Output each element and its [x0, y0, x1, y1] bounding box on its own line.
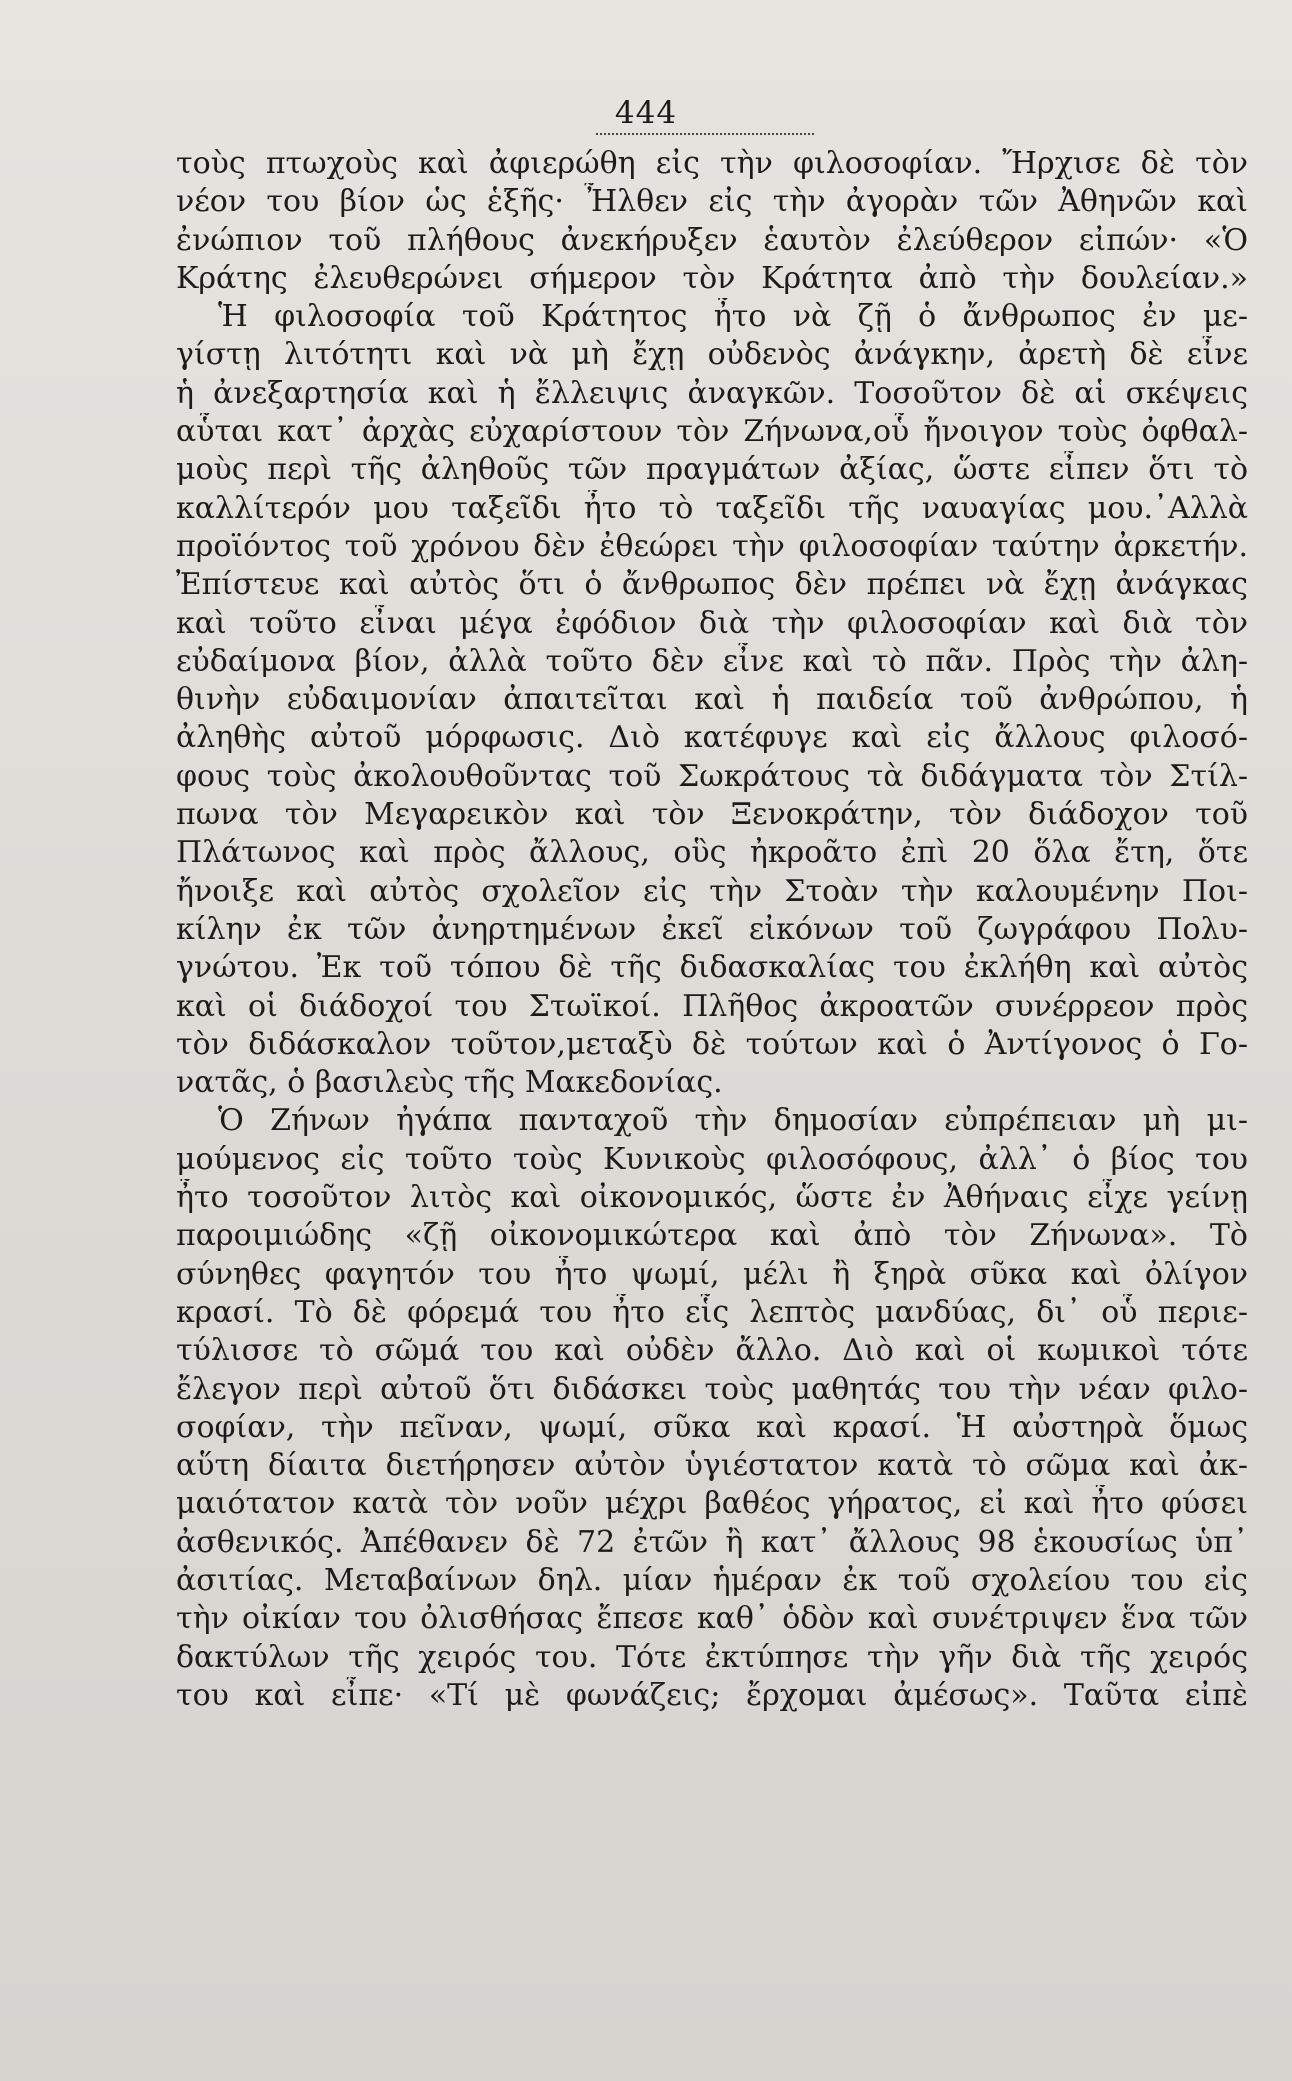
- text-line: εὐδαίμονα βίον, ἀλλὰ τοῦτο δὲν εἶνε καὶ τὸ πᾶν. Πρὸς τὴν ἀλη-: [176, 643, 1248, 679]
- page-number-underline: [596, 133, 814, 135]
- text-line: καὶ οἱ διάδοχοί του Στωϊκοί. Πλῆθος ἀκροατῶν συνέρρεον πρὸς: [176, 988, 1248, 1024]
- text-line: αὗται κατ᾽ ἀρχὰς εὐχαρίστουν τὸν Ζήνωνα,οὗ ἤνοιγον τοὺς ὀφθαλ-: [176, 414, 1248, 450]
- text-line: καλλίτερόν μου ταξεῖδι ἦτο τὸ ταξεῖδι τῆς ναυαγίας μου.᾽Αλλὰ: [176, 490, 1248, 526]
- text-line: σύνηθες φαγητόν του ἦτο ψωμί, μέλι ἢ ξηρὰ σῦκα καὶ ὀλίγον: [176, 1256, 1248, 1292]
- text-line: τὸν διδάσκαλον τοῦτον,μεταξὺ δὲ τούτων καὶ ὁ Ἀντίγονος ὁ Γο-: [176, 1026, 1248, 1062]
- text-line: θινὴν εὐδαιμονίαν ἀπαιτεῖται καὶ ἡ παιδεία τοῦ ἀνθρώπου, ἡ: [176, 682, 1248, 718]
- text-line: νατᾶς, ὁ βασιλεὺς τῆς Μακεδονίας.: [176, 1065, 723, 1101]
- text-line: δακτύλων τῆς χειρός του. Τότε ἐκτύπησε τὴν γῆν διὰ τῆς χειρός: [176, 1639, 1248, 1675]
- text-line: σοφίαν, τὴν πεῖναν, ψωμί, σῦκα καὶ κρασί. Ἡ αὐστηρὰ ὅμως: [176, 1409, 1248, 1445]
- text-line: Ὁ Ζήνων ἠγάπα πανταχοῦ τὴν δημοσίαν εὐπρέπειαν μὴ μι-: [218, 1103, 1248, 1139]
- text-line: καὶ τοῦτο εἶναι μέγα ἐφόδιον διὰ τὴν φιλοσοφίαν καὶ διὰ τὸν: [176, 605, 1248, 641]
- text-line: τύλισσε τὸ σῶμά του καὶ οὐδὲν ἄλλο. Διὸ καὶ οἱ κωμικοὶ τότε: [176, 1333, 1248, 1369]
- text-line: ἀληθὴς αὐτοῦ μόρφωσις. Διὸ κατέφυγε καὶ εἰς ἄλλους φιλοσό-: [176, 720, 1248, 756]
- text-line: ἀσιτίας. Μεταβαίνων δηλ. μίαν ἡμέραν ἐκ τοῦ σχολείου του εἰς: [176, 1562, 1248, 1598]
- text-line: του καὶ εἶπε· «Τί μὲ φωνάζεις; ἔρχομαι ἀμέσως». Ταῦτα εἰπὲ: [176, 1677, 1248, 1713]
- text-line: γνώτου. Ἐκ τοῦ τόπου δὲ τῆς διδασκαλίας του ἐκλήθη καὶ αὐτὸς: [176, 950, 1248, 986]
- text-line: μούμενος εἰς τοῦτο τοὺς Κυνικοὺς φιλοσόφους, ἀλλ᾽ ὁ βίος του: [176, 1141, 1248, 1177]
- body-text: [176, 145, 1248, 1715]
- text-line: ἦτο τοσοῦτον λιτὸς καὶ οἰκονομικός, ὥστε ἐν Ἀθήναις εἶχε γείνῃ: [176, 1180, 1248, 1216]
- text-line: πωνα τὸν Μεγαρεικὸν καὶ τὸν Ξενοκράτην, τὸν διάδοχον τοῦ: [176, 797, 1248, 833]
- text-line: ἀσθενικός. Ἀπέθανεν δὲ 72 ἐτῶν ἢ κατ᾽ ἄλλους 98 ἑκουσίως ὑπ᾽: [176, 1524, 1248, 1560]
- text-line: ἤνοιξε καὶ αὐτὸς σχολεῖον εἰς τὴν Στοὰν τὴν καλουμένην Ποι-: [176, 873, 1248, 909]
- text-line: φους τοὺς ἀκολουθοῦντας τοῦ Σωκράτους τὰ διδάγματα τὸν Στίλ-: [176, 758, 1248, 794]
- text-line: προϊόντος τοῦ χρόνου δὲν ἐθεώρει τὴν φιλοσοφίαν ταύτην ἀρκετήν.: [176, 528, 1248, 564]
- text-line: τοὺς πτωχοὺς καὶ ἀφιερώθη εἰς τὴν φιλοσοφίαν. Ἤρχισε δὲ τὸν: [176, 146, 1248, 181]
- text-line: κίλην ἐκ τῶν ἀνηρτημένων ἐκεῖ εἰκόνων τοῦ ζωγράφου Πολυ-: [176, 911, 1248, 947]
- text-line: γίστῃ λιτότητι καὶ νὰ μὴ ἔχῃ οὐδενὸς ἀνάγκην, ἀρετὴ δὲ εἶνε: [176, 337, 1248, 373]
- text-line: ἡ ἀνεξαρτησία καὶ ἡ ἔλλειψις ἀναγκῶν. Τοσοῦτον δὲ αἱ σκέψεις: [176, 375, 1248, 411]
- text-line: Κράτης ἐλευθερώνει σήμερον τὸν Κράτητα ἀπὸ τὴν δουλείαν.»: [176, 260, 1248, 296]
- text-line: ἔλεγον περὶ αὐτοῦ ὅτι διδάσκει τοὺς μαθητάς του τὴν νέαν φιλο-: [176, 1371, 1248, 1407]
- text-line: Ἡ φιλοσοφία τοῦ Κράτητος ἦτο νὰ ζῇ ὁ ἄνθρωπος ἐν με-: [218, 299, 1248, 335]
- text-line: Πλάτωνος καὶ πρὸς ἄλλους, οὓς ἠκροᾶτο ἐπὶ 20 ὅλα ἔτη, ὅτε: [176, 835, 1248, 871]
- text-line: Ἐπίστευε καὶ αὐτὸς ὅτι ὁ ἄνθρωπος δὲν πρέπει νὰ ἔχῃ ἀνάγκας: [176, 567, 1248, 603]
- page-number: 444: [614, 95, 678, 131]
- text-line: μαιότατον κατὰ τὸν νοῦν μέχρι βαθέος γήρατος, εἰ καὶ ἦτο φύσει: [176, 1486, 1248, 1522]
- text-line: ἐνώπιον τοῦ πλήθους ἀνεκήρυξεν ἑαυτὸν ἐλεύθερον εἰπών· «Ὁ: [176, 222, 1248, 258]
- text-line: αὕτη δίαιτα διετήρησεν αὐτὸν ὑγιέστατον κατὰ τὸ σῶμα καὶ ἀκ-: [176, 1448, 1248, 1484]
- text-line: τὴν οἰκίαν του ὀλισθήσας ἔπεσε καθ᾽ ὁδὸν καὶ συνέτριψεν ἕνα τῶν: [176, 1601, 1248, 1637]
- text-line: μοὺς περὶ τῆς ἀληθοῦς τῶν πραγμάτων ἀξίας, ὥστε εἶπεν ὅτι τὸ: [176, 452, 1248, 488]
- text-line: παροιμιώδης «ζῇ οἰκονομικώτερα καὶ ἀπὸ τὸν Ζήνωνα». Τὸ: [176, 1218, 1248, 1254]
- text-line: νέον του βίον ὡς ἑξῆς· Ἦλθεν εἰς τὴν ἀγορὰν τῶν Ἀθηνῶν καὶ: [176, 184, 1248, 220]
- text-line: κρασί. Τὸ δὲ φόρεμά του ἦτο εἷς λεπτὸς μανδύας, δι᾽ οὗ περιε-: [176, 1294, 1248, 1330]
